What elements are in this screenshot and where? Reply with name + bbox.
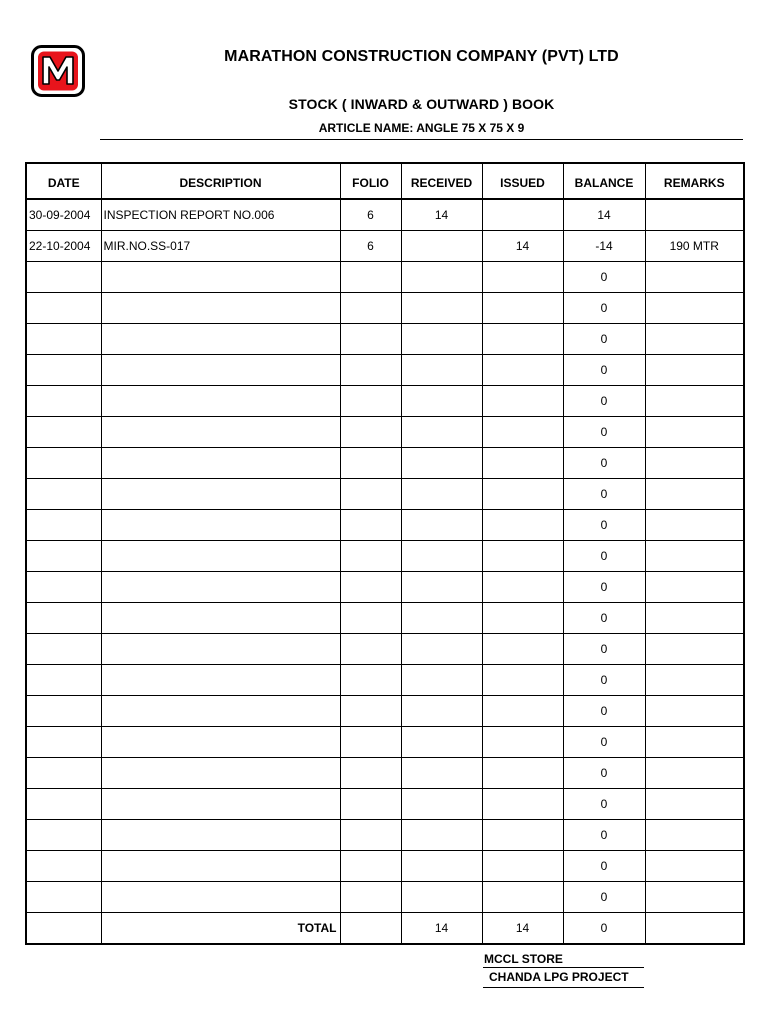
description-cell bbox=[101, 882, 340, 913]
received-cell bbox=[401, 727, 482, 758]
balance-cell: 0 bbox=[563, 386, 645, 417]
issued-cell bbox=[482, 603, 563, 634]
description-cell bbox=[101, 262, 340, 293]
date-cell bbox=[26, 510, 101, 541]
date-cell bbox=[26, 851, 101, 882]
received-cell: 14 bbox=[401, 199, 482, 231]
issued-cell bbox=[482, 293, 563, 324]
description-cell bbox=[101, 758, 340, 789]
folio-cell bbox=[340, 448, 401, 479]
remarks-cell bbox=[645, 479, 744, 510]
remarks-cell bbox=[645, 634, 744, 665]
date-cell bbox=[26, 696, 101, 727]
received-cell bbox=[401, 448, 482, 479]
folio-cell bbox=[340, 603, 401, 634]
folio-cell bbox=[340, 634, 401, 665]
folio-cell bbox=[340, 851, 401, 882]
balance-cell: 0 bbox=[563, 603, 645, 634]
table-row bbox=[26, 448, 744, 479]
description-cell bbox=[101, 479, 340, 510]
description-cell bbox=[101, 851, 340, 882]
folio-cell bbox=[340, 417, 401, 448]
table-row bbox=[26, 541, 744, 572]
description-cell: INSPECTION REPORT NO.006 bbox=[101, 199, 340, 231]
table-row bbox=[26, 727, 744, 758]
folio-cell bbox=[340, 758, 401, 789]
date-cell bbox=[26, 324, 101, 355]
remarks-cell bbox=[645, 510, 744, 541]
description-cell: MIR.NO.SS-017 bbox=[101, 231, 340, 262]
received-cell bbox=[401, 510, 482, 541]
balance-cell: 0 bbox=[563, 758, 645, 789]
received-cell bbox=[401, 231, 482, 262]
table-header-row bbox=[26, 163, 744, 199]
description-cell bbox=[101, 324, 340, 355]
folio-cell bbox=[340, 820, 401, 851]
received-cell bbox=[401, 572, 482, 603]
remarks-cell bbox=[645, 541, 744, 572]
column-header-remarks: REMARKS bbox=[645, 163, 744, 199]
received-cell bbox=[401, 696, 482, 727]
table-row bbox=[26, 386, 744, 417]
date-cell bbox=[26, 820, 101, 851]
folio-cell bbox=[340, 479, 401, 510]
issued-cell bbox=[482, 386, 563, 417]
date-cell bbox=[26, 541, 101, 572]
folio-cell bbox=[340, 727, 401, 758]
balance-cell: 0 bbox=[563, 572, 645, 603]
balance-cell: -14 bbox=[563, 231, 645, 262]
column-header-issued: ISSUED bbox=[482, 163, 563, 199]
column-header-date: DATE bbox=[26, 163, 101, 199]
table-row bbox=[26, 262, 744, 293]
date-cell bbox=[26, 262, 101, 293]
company-name: MARATHON CONSTRUCTION COMPANY (PVT) LTD bbox=[224, 48, 619, 65]
total-balance: 0 bbox=[563, 913, 645, 945]
total-row bbox=[26, 913, 744, 945]
balance-cell: 0 bbox=[563, 727, 645, 758]
date-cell bbox=[26, 355, 101, 386]
remarks-cell bbox=[645, 572, 744, 603]
description-cell bbox=[101, 355, 340, 386]
remarks-cell bbox=[645, 696, 744, 727]
folio-cell bbox=[340, 696, 401, 727]
balance-cell: 0 bbox=[563, 820, 645, 851]
date-cell bbox=[26, 293, 101, 324]
balance-cell: 0 bbox=[563, 448, 645, 479]
table-row bbox=[26, 603, 744, 634]
table-row bbox=[26, 882, 744, 913]
description-cell bbox=[101, 727, 340, 758]
description-cell bbox=[101, 386, 340, 417]
remarks-cell bbox=[645, 789, 744, 820]
stock-ledger-table bbox=[25, 162, 745, 945]
balance-cell: 0 bbox=[563, 293, 645, 324]
folio-cell: 6 bbox=[340, 199, 401, 231]
received-cell bbox=[401, 758, 482, 789]
remarks-cell bbox=[645, 820, 744, 851]
table-row bbox=[26, 572, 744, 603]
date-cell bbox=[26, 479, 101, 510]
received-cell bbox=[401, 324, 482, 355]
issued-cell bbox=[482, 882, 563, 913]
remarks-cell bbox=[645, 199, 744, 231]
table-row bbox=[26, 789, 744, 820]
received-cell bbox=[401, 386, 482, 417]
company-logo bbox=[31, 45, 85, 97]
received-cell bbox=[401, 789, 482, 820]
book-title: STOCK ( INWARD & OUTWARD ) BOOK bbox=[288, 96, 555, 112]
remarks-cell bbox=[645, 293, 744, 324]
folio-cell bbox=[340, 324, 401, 355]
description-cell bbox=[101, 448, 340, 479]
issued-cell bbox=[482, 727, 563, 758]
remarks-cell bbox=[645, 758, 744, 789]
column-header-folio: FOLIO bbox=[340, 163, 401, 199]
balance-cell: 0 bbox=[563, 634, 645, 665]
folio-cell bbox=[340, 882, 401, 913]
description-cell bbox=[101, 665, 340, 696]
received-cell bbox=[401, 665, 482, 696]
header-divider bbox=[100, 139, 743, 140]
balance-cell: 0 bbox=[563, 262, 645, 293]
balance-cell: 0 bbox=[563, 696, 645, 727]
issued-cell bbox=[482, 355, 563, 386]
issued-cell bbox=[482, 510, 563, 541]
remarks-cell bbox=[645, 262, 744, 293]
folio-cell bbox=[340, 789, 401, 820]
issued-cell bbox=[482, 634, 563, 665]
issued-cell: 14 bbox=[482, 231, 563, 262]
date-cell bbox=[26, 634, 101, 665]
folio-cell: 6 bbox=[340, 231, 401, 262]
remarks-cell: 190 MTR bbox=[645, 231, 744, 262]
remarks-cell bbox=[645, 448, 744, 479]
table-row bbox=[26, 355, 744, 386]
issued-cell bbox=[482, 541, 563, 572]
date-cell: 22-10-2004 bbox=[26, 231, 101, 262]
issued-cell bbox=[482, 324, 563, 355]
column-header-balance: BALANCE bbox=[563, 163, 645, 199]
description-cell bbox=[101, 510, 340, 541]
received-cell bbox=[401, 417, 482, 448]
total-received: 14 bbox=[401, 913, 482, 945]
table-row bbox=[26, 820, 744, 851]
folio-cell bbox=[340, 386, 401, 417]
total-issued: 14 bbox=[482, 913, 563, 945]
issued-cell bbox=[482, 479, 563, 510]
article-name: ARTICLE NAME: ANGLE 75 X 75 X 9 bbox=[318, 121, 525, 135]
balance-cell: 0 bbox=[563, 355, 645, 386]
signature-block bbox=[483, 951, 644, 988]
received-cell bbox=[401, 851, 482, 882]
balance-cell: 0 bbox=[563, 882, 645, 913]
received-cell bbox=[401, 293, 482, 324]
project-label: CHANDA LPG PROJECT bbox=[483, 968, 644, 988]
folio-cell bbox=[340, 510, 401, 541]
received-cell bbox=[401, 820, 482, 851]
remarks-cell bbox=[645, 386, 744, 417]
received-cell bbox=[401, 634, 482, 665]
balance-cell: 0 bbox=[563, 665, 645, 696]
table-row bbox=[26, 634, 744, 665]
folio-cell bbox=[340, 262, 401, 293]
issued-cell bbox=[482, 789, 563, 820]
table-row bbox=[26, 293, 744, 324]
column-header-description: DESCRIPTION bbox=[101, 163, 340, 199]
received-cell bbox=[401, 262, 482, 293]
table-row bbox=[26, 199, 744, 231]
description-cell bbox=[101, 541, 340, 572]
date-cell bbox=[26, 727, 101, 758]
folio-cell bbox=[340, 665, 401, 696]
issued-cell bbox=[482, 820, 563, 851]
issued-cell bbox=[482, 696, 563, 727]
folio-cell bbox=[340, 355, 401, 386]
remarks-cell bbox=[645, 727, 744, 758]
received-cell bbox=[401, 355, 482, 386]
issued-cell bbox=[482, 417, 563, 448]
description-cell bbox=[101, 603, 340, 634]
table-row bbox=[26, 417, 744, 448]
remarks-cell bbox=[645, 324, 744, 355]
issued-cell bbox=[482, 572, 563, 603]
table-row bbox=[26, 479, 744, 510]
remarks-cell bbox=[645, 603, 744, 634]
issued-cell bbox=[482, 262, 563, 293]
table-row bbox=[26, 851, 744, 882]
balance-cell: 0 bbox=[563, 851, 645, 882]
issued-cell bbox=[482, 851, 563, 882]
description-cell bbox=[101, 634, 340, 665]
issued-cell bbox=[482, 448, 563, 479]
remarks-cell bbox=[645, 355, 744, 386]
remarks-cell bbox=[645, 665, 744, 696]
date-cell bbox=[26, 603, 101, 634]
table-row bbox=[26, 758, 744, 789]
date-cell bbox=[26, 417, 101, 448]
column-header-received: RECEIVED bbox=[401, 163, 482, 199]
total-label: TOTAL bbox=[101, 913, 340, 945]
received-cell bbox=[401, 603, 482, 634]
date-cell bbox=[26, 882, 101, 913]
description-cell bbox=[101, 572, 340, 603]
store-label: MCCL STORE bbox=[483, 951, 644, 968]
description-cell bbox=[101, 820, 340, 851]
balance-cell: 0 bbox=[563, 479, 645, 510]
date-cell bbox=[26, 386, 101, 417]
remarks-cell bbox=[645, 882, 744, 913]
issued-cell bbox=[482, 199, 563, 231]
table-row bbox=[26, 510, 744, 541]
issued-cell bbox=[482, 758, 563, 789]
description-cell bbox=[101, 789, 340, 820]
balance-cell: 0 bbox=[563, 789, 645, 820]
balance-cell: 0 bbox=[563, 541, 645, 572]
total-date-cell bbox=[26, 913, 101, 945]
balance-cell: 0 bbox=[563, 510, 645, 541]
remarks-cell bbox=[645, 417, 744, 448]
balance-cell: 14 bbox=[563, 199, 645, 231]
table-row bbox=[26, 231, 744, 262]
table-row bbox=[26, 324, 744, 355]
total-folio bbox=[340, 913, 401, 945]
received-cell bbox=[401, 541, 482, 572]
table-row bbox=[26, 665, 744, 696]
received-cell bbox=[401, 882, 482, 913]
issued-cell bbox=[482, 665, 563, 696]
balance-cell: 0 bbox=[563, 324, 645, 355]
description-cell bbox=[101, 417, 340, 448]
balance-cell: 0 bbox=[563, 417, 645, 448]
date-cell bbox=[26, 758, 101, 789]
date-cell bbox=[26, 448, 101, 479]
folio-cell bbox=[340, 572, 401, 603]
folio-cell bbox=[340, 541, 401, 572]
folio-cell bbox=[340, 293, 401, 324]
table-row bbox=[26, 696, 744, 727]
date-cell bbox=[26, 665, 101, 696]
description-cell bbox=[101, 696, 340, 727]
date-cell bbox=[26, 572, 101, 603]
remarks-cell bbox=[645, 851, 744, 882]
description-cell bbox=[101, 293, 340, 324]
total-remarks bbox=[645, 913, 744, 945]
received-cell bbox=[401, 479, 482, 510]
date-cell: 30-09-2004 bbox=[26, 199, 101, 231]
date-cell bbox=[26, 789, 101, 820]
